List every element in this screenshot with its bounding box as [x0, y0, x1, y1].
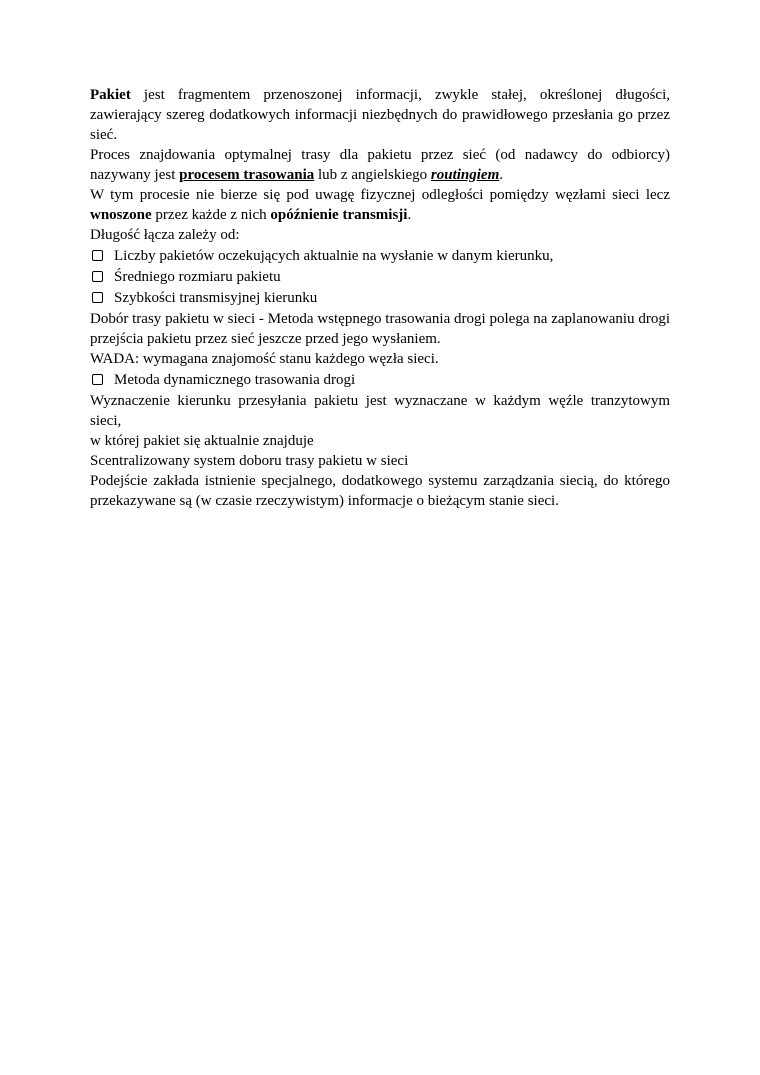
square-outline-icon	[92, 292, 103, 303]
text-run: procesem trasowania	[179, 167, 315, 183]
text-run: Liczby pakietów oczekujących aktualnie na wysłanie w danym kierunku,	[114, 248, 554, 264]
bullet-list-item	[90, 370, 670, 390]
bullet-list-item	[90, 267, 670, 287]
text-run: Proces znajdowania optymalnej trasy dla pakietu przez sieć (od nadawcy do odbiorcy) nazywany jest	[90, 147, 670, 183]
text-run: W tym procesie nie bierze się pod uwagę fizycznej odległości pomiędzy węzłami sieci lecz	[90, 187, 670, 203]
text-run: opóźnienie transmisji	[270, 207, 408, 223]
paragraph	[90, 431, 670, 451]
text-run: przez każde z nich	[151, 207, 271, 223]
paragraph	[90, 471, 670, 511]
paragraph	[90, 349, 670, 369]
square-outline-icon	[92, 250, 103, 261]
text-run: Scentralizowany system doboru trasy pakietu w sieci	[90, 453, 409, 469]
text-run: Metoda dynamicznego trasowania drogi	[114, 372, 356, 388]
text-run: Pakiet	[90, 87, 131, 103]
paragraph	[90, 145, 670, 185]
square-outline-icon	[92, 271, 103, 282]
square-outline-icon	[92, 374, 103, 385]
text-run: routingiem	[430, 167, 500, 183]
text-run: .	[407, 207, 412, 223]
paragraph	[90, 185, 670, 225]
text-run: Średniego rozmiaru pakietu	[114, 269, 281, 285]
text-run: .	[499, 167, 504, 183]
text-run: jest fragmentem przenoszonej informacji, zwykle stałej, określonej długości, zawierający szereg dodatkowych informacji niezbędnych do prawidłowego przesłania go przez sieć.	[90, 87, 670, 143]
text-run: WADA: wymagana znajomość stanu każdego węzła sieci.	[90, 351, 439, 367]
paragraph	[90, 309, 670, 349]
text-run: w której pakiet się aktualnie znajduje	[90, 433, 314, 449]
bullet-list-item	[90, 288, 670, 308]
paragraph	[90, 391, 670, 431]
text-run: Podejście zakłada istnienie specjalnego, dodatkowego systemu zarządzania siecią, do którego przekazywane są (w czasie rzeczywistym) informacje o bieżącym stanie sieci.	[90, 473, 670, 509]
text-run: lub z angielskiego	[314, 167, 431, 183]
text-run: Dobór trasy pakietu w sieci - Metoda wstępnego trasowania drogi polega na zaplanowaniu drogi przejścia pakietu przez sieć jeszcze przed jego wysłaniem.	[90, 311, 670, 347]
text-run: wnoszone	[90, 207, 152, 223]
paragraph	[90, 85, 670, 145]
text-run: Długość łącza zależy od:	[90, 227, 240, 243]
paragraph	[90, 225, 670, 245]
document-body	[90, 85, 670, 511]
text-run: Szybkości transmisyjnej kierunku	[114, 290, 318, 306]
text-run: Wyznaczenie kierunku przesyłania pakietu jest wyznaczane w każdym węźle tranzytowym sieci,	[90, 393, 670, 429]
paragraph	[90, 451, 670, 471]
bullet-list-item	[90, 246, 670, 266]
